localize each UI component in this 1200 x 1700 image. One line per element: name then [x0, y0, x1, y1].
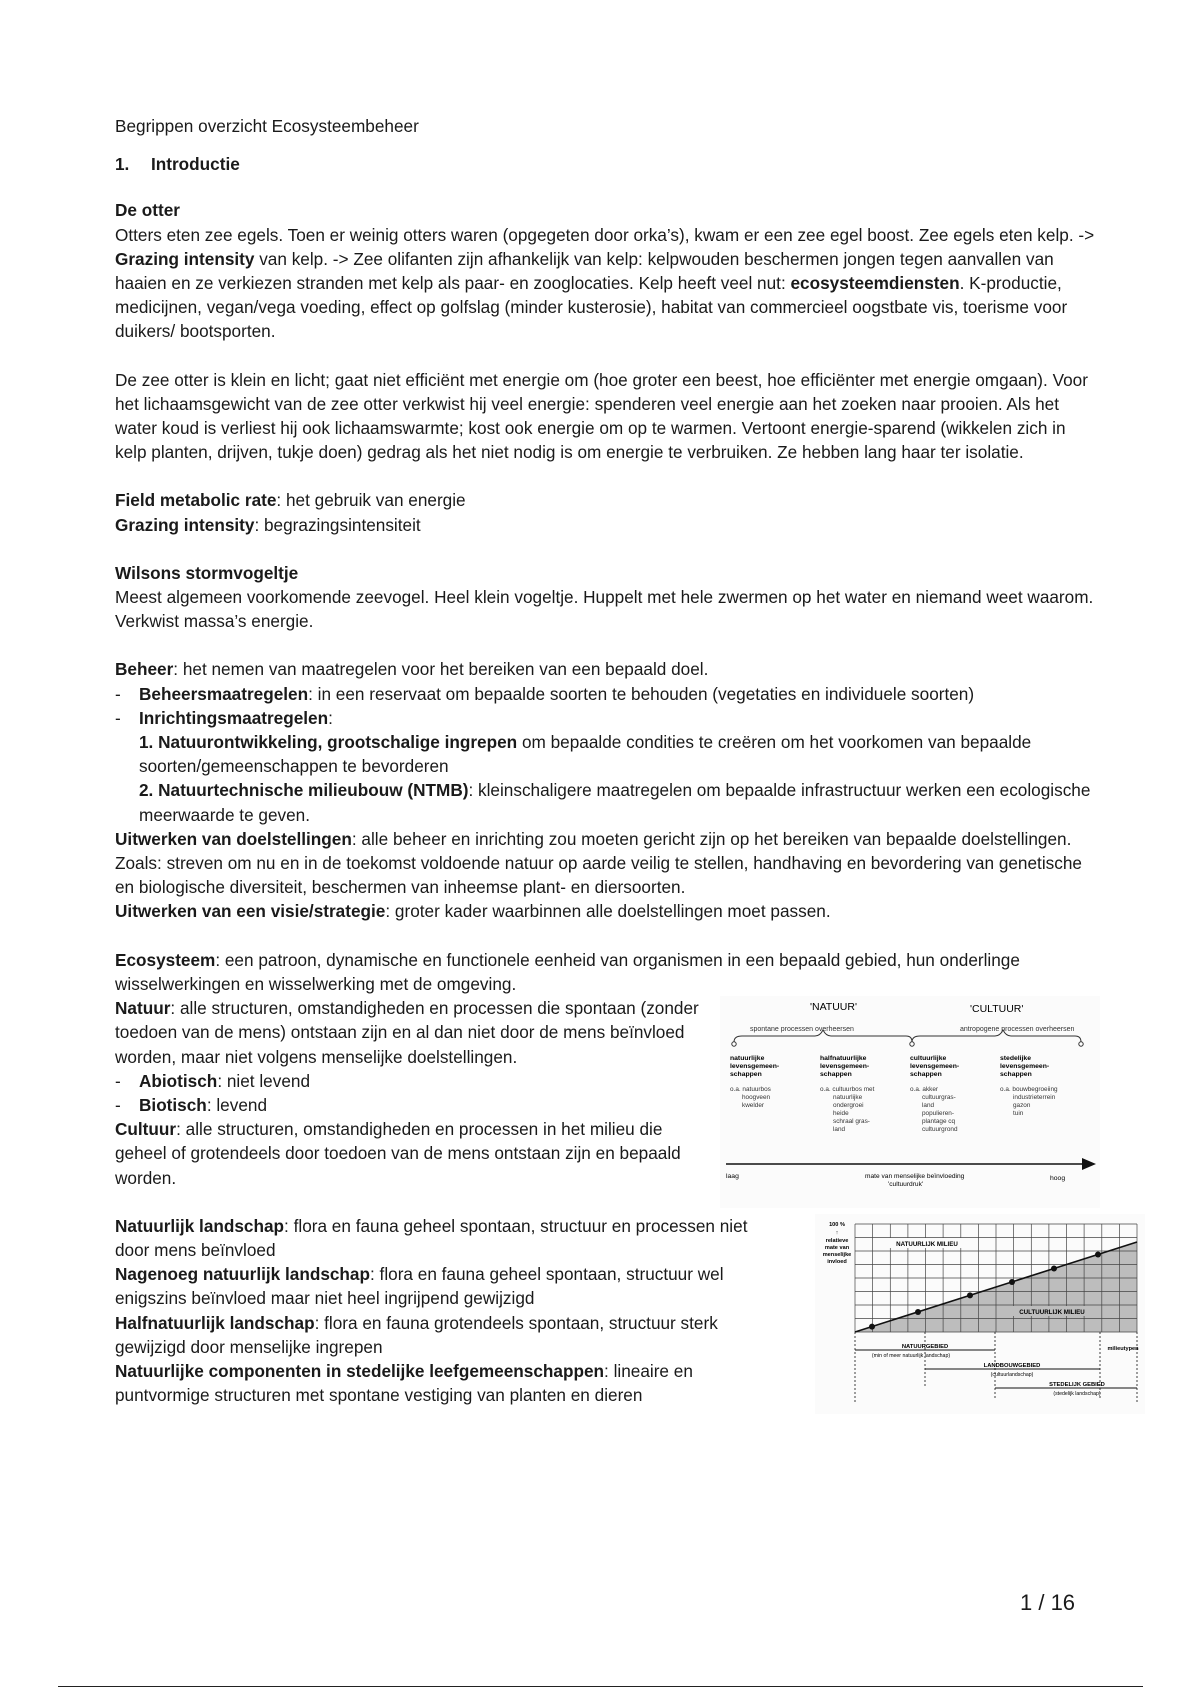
fig1-col3-item: cultuurgrond [922, 1126, 958, 1134]
fig1-col4-head-3: schappen [1000, 1071, 1032, 1079]
ecosysteem-definition: Ecosysteem: een patroon, dynamische en functionele eenheid van organismen in een bepaald gebied, hun onderlinge wisselwerkingen en wisselwerking met de omgeving. [115, 949, 1020, 994]
fig1-axis-low: laag [726, 1173, 739, 1181]
list-item: - Inrichtingsmaatregelen: [115, 707, 333, 728]
fig2-ylabel: menselijke [822, 1251, 852, 1258]
fig2-band-stedelijk: STEDELIJK GEBIED [1049, 1381, 1105, 1388]
landschap-figure [815, 1214, 1145, 1414]
halfnatuurlijk-landschap-definition: Halfnatuurlijk landschap: flora en fauna grotendeels spontaan, structuur sterk gewijzigd door menselijke ingrepen [115, 1312, 718, 1357]
list-item: - Biotisch: levend [115, 1094, 268, 1115]
fig1-col3-item: o.a. akker [910, 1086, 939, 1094]
fig1-axis-label-2: 'cultuurdruk' [888, 1181, 924, 1189]
wilson-paragraph: Meest algemeen voorkomende zeevogel. Heel klein vogeltje. Huppelt met hele zwermen op het water en niemand weet waarom. Verkwist massa’s energie. [115, 587, 1094, 632]
fig1-col1-item: kwelder [742, 1102, 765, 1110]
fig1-col4-head-2: levensgemeen- [1000, 1063, 1050, 1071]
doelstellingen-definition: Uitwerken van doelstellingen: alle beheer en inrichting zou moeten gericht zijn op het bereiken van bepaalde doelstellingen. Zoals: streven om nu en in de toekomst voldoende natuur op aarde veilig te stellen, handhaving en bevordering van genetische en biologische diversiteit, beschermen van inheemse plant- en diersoorten. [115, 828, 1082, 898]
beheer-definition: Beheer: het nemen van maatregelen voor het bereiken van een bepaald doel. [115, 659, 709, 680]
fig2-ylabel: relatieve [825, 1237, 849, 1244]
cultuur-definition: Cultuur: alle structuren, omstandigheden en processen in het milieu die geheel of grotendeels door toedoen van de mens ontstaan zijn en bepaald worden. [115, 1119, 681, 1188]
wilson-heading: Wilsons stormvogeltje [115, 562, 299, 583]
ntmb-item: 2. Natuurtechnische milieubouw (NTMB): kleinschaligere maatregelen om bepaalde infrastructuur werken een ecologische meerwaarde te geven. [139, 780, 1091, 825]
fig1-col3-item: land [922, 1102, 935, 1110]
fig1-right-sub: antropogene processen overheersen [960, 1026, 1075, 1034]
fig1-col2-item: natuurlijke [833, 1094, 863, 1102]
otter-paragraph-2: De zee otter is klein en licht; gaat niet efficiënt met energie om (hoe groter een beest, hoe efficiënter met energie omgaan). Voor het lichaamsgewicht van de zee otter verkwist hij veel energie: spenderen veel energie aan het zoeken naar prooien. Als het water koud is verliest hij ook lichaamswarmte; kost ook energie om op te warmen. Vertoont energie-sparend (wikkelen zich in kelp planten, drijven, tukje doen) gedrag als het niet nodig is om energie te verbruiken. Ze hebben lang haar ter isolatie. [115, 369, 1088, 463]
section-title: Introductie [151, 154, 240, 175]
nagenoeg-natuurlijk-landschap-definition: Nagenoeg natuurlijk landschap: flora en fauna geheel spontaan, structuur wel enigszins beïnvloed maar niet heel ingrijpend gewijzigd [115, 1264, 724, 1309]
list-item: - Abiotisch: niet levend [115, 1070, 310, 1091]
fig1-col4-item: industrieterrein [1013, 1094, 1056, 1102]
page-number: 1 / 16 [1020, 1590, 1076, 1615]
fig1-col4-head-1: stedelijke [1000, 1055, 1031, 1063]
fig2-band-natuur-sub: (min of meer natuurlijk landschap) [871, 1352, 951, 1359]
fig1-left-sub: spontane processen overheersen [750, 1026, 854, 1034]
fig2-ylabel: ↑ [835, 1229, 839, 1236]
natuur-cultuur-figure [720, 996, 1100, 1208]
fig2-right-tag: milieutypen [1107, 1345, 1139, 1352]
fig1-col2-head-2: levensgemeen- [820, 1063, 870, 1071]
fig1-col3-item: plantage cq [922, 1118, 956, 1126]
fig2-upper-region: NATUURLIJK MILIEU [896, 1240, 958, 1248]
fig2-ylabel: mate van [824, 1244, 850, 1251]
definition-grazing-intensity: Grazing intensity: begrazingsintensiteit [115, 514, 421, 535]
otter-paragraph-1: Otters eten zee egels. Toen er weinig otters waren (opgegeten door orka’s), kwam er een zee egel boost. Zee egels eten kelp. -> Grazing intensity van kelp. -> Zee olifanten zijn afhankelijk van kelp: kelpwouden beschermen jongen tegen aanvallen van haaien en ze verkiezen stranden met kelp als paar- en zooglocaties. Kelp heeft veel nut: ecosysteemdiensten. K-productie, medicijnen, vegan/vega voeding, effect op golfslag (minder kusterosie), habitat van commercieel oogstbate vis, toerisme voor duikers/ bootsporten. [115, 224, 1095, 342]
fig1-col3-head-2: levensgemeen- [910, 1063, 960, 1071]
footer-divider [58, 1686, 1143, 1687]
visie-definition: Uitwerken van een visie/strategie: groter kader waarbinnen alle doelstellingen moet passen. [115, 901, 831, 922]
document-page [115, 114, 1139, 1407]
fig1-col3-head-3: schappen [910, 1071, 942, 1079]
document-title: Begrippen overzicht Ecosysteembeheer [115, 116, 419, 136]
fig1-col3-item: populieren- [922, 1110, 954, 1118]
list-item: - Beheersmaatregelen: in een reservaat om bepaalde soorten te behouden (vegetaties en individuele soorten) [115, 683, 975, 704]
fig2-lower-region: CULTUURLIJK MILIEU [1019, 1308, 1085, 1316]
fig1-col1-head-3: schappen [730, 1071, 762, 1079]
definition-field-metabolic-rate: Field metabolic rate: het gebruik van energie [115, 490, 466, 511]
fig2-band-stedelijk-sub: (stedelijk landschap) [1053, 1390, 1101, 1397]
fig1-col4-item: gazon [1013, 1102, 1031, 1110]
fig2-band-landbouw-sub: (cultuurlandschap) [990, 1371, 1034, 1378]
fig1-col4-item: o.a. bouwbegroeiing [1000, 1086, 1058, 1094]
otter-heading: De otter [115, 200, 180, 221]
fig1-col3-head-1: cultuurlijke [910, 1055, 947, 1063]
fig1-col2-head-3: schappen [820, 1071, 852, 1079]
fig2-ylabel: invloed [827, 1258, 847, 1265]
fig1-col2-item: schraal gras- [833, 1118, 870, 1126]
fig1-col1-head-2: levensgemeen- [730, 1063, 780, 1071]
section-number: 1. [115, 154, 130, 175]
fig1-col4-item: tuin [1013, 1110, 1024, 1118]
natuurontwikkeling-item: 1. Natuurontwikkeling, grootschalige ingrepen om bepaalde condities te creëren om het voorkomen van bepaalde soorten/gemeenschappen te bevorderen [139, 732, 1032, 777]
fig2-band-landbouw: LANDBOUWGEBIED [983, 1362, 1041, 1369]
fig1-col2-item: heide [833, 1110, 849, 1118]
fig1-col1-item: hoogveen [742, 1094, 771, 1102]
natuur-definition: Natuur: alle structuren, omstandigheden en processen die spontaan (zonder toedoen van de mens) ontstaan zijn en al dan niet door de mens beïnvloed worden, maar niet volgens menselijke doelstellingen. [115, 998, 699, 1067]
section-heading [115, 152, 1095, 176]
fig2-ylabel: 100 % [829, 1221, 845, 1228]
fig2-band-natuur: NATUURGEBIED [901, 1343, 949, 1350]
natuur-cultuur-block [115, 996, 1095, 1190]
fig1-col1-head-1: natuurlijke [730, 1055, 765, 1063]
fig1-axis-high: hoog [1050, 1175, 1066, 1183]
landschap-block [115, 1214, 1139, 1408]
fig1-col2-item: o.a. cultuurbos met [820, 1086, 875, 1094]
fig1-col2-item: ondergroei [833, 1102, 864, 1110]
natuurlijk-landschap-definition: Natuurlijk landschap: flora en fauna geheel spontaan, structuur en processen niet door mens beïnvloed [115, 1215, 748, 1260]
fig1-col3-item: cultuurgras- [922, 1094, 956, 1102]
fig1-col2-item: land [833, 1126, 846, 1134]
fig1-natuur-label: 'NATUUR' [810, 1001, 857, 1014]
fig1-axis-label-1: mate van menselijke beïnvloeding [865, 1173, 965, 1181]
fig1-col1-item: o.a. natuurbos [730, 1086, 771, 1094]
fig1-cultuur-label: 'CULTUUR' [970, 1003, 1024, 1016]
stedelijke-componenten-definition: Natuurlijke componenten in stedelijke leefgemeenschappen: lineaire en puntvormige structuren met spontane vestiging van planten en dieren [115, 1360, 693, 1406]
fig1-col2-head-1: halfnatuurlijke [820, 1055, 867, 1063]
